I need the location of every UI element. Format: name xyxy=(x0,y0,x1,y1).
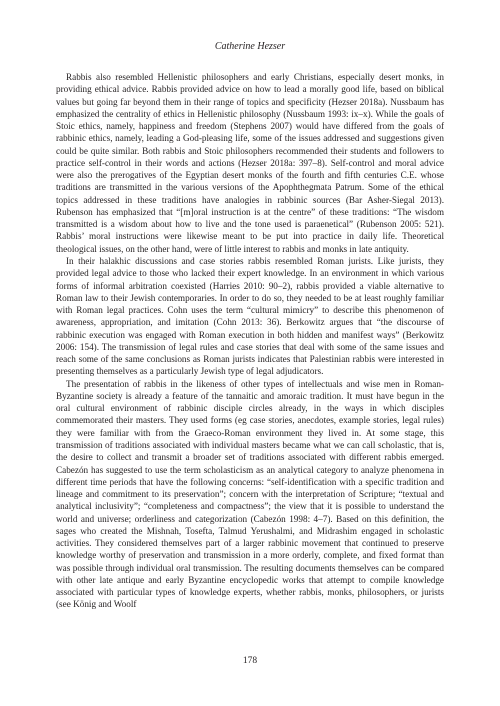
running-head: Catherine Hezser xyxy=(214,41,286,52)
body-text xyxy=(56,71,444,611)
paragraph: In their halakhic discussions and case stories rabbis resembled Roman jurists. Like jurists, they provided legal advice to those who lacked their expert knowledge. In an environment in which various forms of informal arbitration coexisted (Harries 2010: 90–2), rabbis provided a viable alternative to Roman law to their Jewish contemporaries. In order to do so, they needed to be at least roughly familiar with Roman legal practices. Cohn uses the term “cultural mimicry” to describe this phenomenon of awareness, appropriation, and imitation (Cohn 2013: 36). Berkowitz argues that “the discourse of rabbinic execution was engaged with Roman execution in both hidden and manifest ways” (Berkowitz 2006: 154). The transmission of legal rules and case stories that deal with some of the same issues and reach some of the same conclusions as Roman jurists indicates that Palestinian rabbis were interested in presenting themselves as a particularly Jewish type of legal adjudicators. xyxy=(56,255,444,377)
paragraph: Rabbis also resembled Hellenistic philosophers and early Christians, especially desert monks, in providing ethical advice. Rabbis provided advice on how to lead a morally good life, based on biblical values but going far beyond them in their range of topics and specificity (Hezser 2018a). Nussbaum has emphasized the centrality of ethics in Hellenistic philosophy (Nussbaum 1993: ix–x). While the goals of Stoic ethics, namely, happiness and freedom (Stephens 2007) would have differed from the goals of rabbinic ethics, namely, leading a God-pleasing life, some of the issues addressed and suggestions given could be quite similar. Both rabbis and Stoic philosophers recommended their students and followers to practice self-control in their words and actions (Hezser 2018a: 397–8). Self-control and moral advice were also the prerogatives of the Egyptian desert monks of the fourth and fifth centuries C.E. whose traditions are transmitted in the various versions of the Apophthegmata Patrum. Some of the ethical topics addressed in these traditions have analogies in rabbinic sources (Bar Asher-Siegal 2013). Rubenson has emphasized that “[m]oral instruction is at the centre” of these traditions: “The wisdom transmitted is a wisdom about how to live and the tone used is paraenetical” (Rubenson 2005: 521). Rabbis’ moral instructions were likewise meant to be put into practice in daily life. Theoretical theological issues, on the other hand, were of little interest to rabbis and monks in late antiquity. xyxy=(56,72,444,254)
paragraph: The presentation of rabbis in the likeness of other types of intellectuals and wise men in Roman-Byzantine society is already a feature of the tannaitic and amoraic tradition. It must have begun in the oral cultural environment of rabbinic disciple circles already, in the ways in which disciples commemorated their masters. They used forms (eg case stories, anecdotes, example stories, legal rules) they were familiar with from the Graeco-Roman environment they lived in. At some stage, this transmission of traditions associated with individual masters became what we can call scholastic, that is, the desire to collect and transmit a broader set of traditions associated with different rabbis emerged. Cabezón has suggested to use the term scholasticism as an analytical category to analyze phenomena in different time periods that have the following concerns: “self-identification with a specific tradition and lineage and commitment to its preservation”; concern with the interpretation of Scripture; “textual and analytical inclusivity”; “completeness and compactness”; the view that it is possible to understand the world and universe; orderliness and categorization (Cabezón 1998: 4–7). Based on this definition, the sages who created the Mishnah, Tosefta, Talmud Yerushalmi, and Midrashim engaged in scholastic activities. They considered themselves part of a larger rabbinic movement that continued to preserve knowledge worthy of preservation and transmission in a more orderly, complete, and fixed format than was possible through individual oral transmission. The resulting documents themselves can be compared with other late antique and early Byzantine encyclopedic works that attempt to compile knowledge associated with particular types of knowledge experts, whether rabbis, monks, philosophers, or jurists (see König and Woolf xyxy=(56,378,444,610)
page-number: 178 xyxy=(242,656,258,666)
